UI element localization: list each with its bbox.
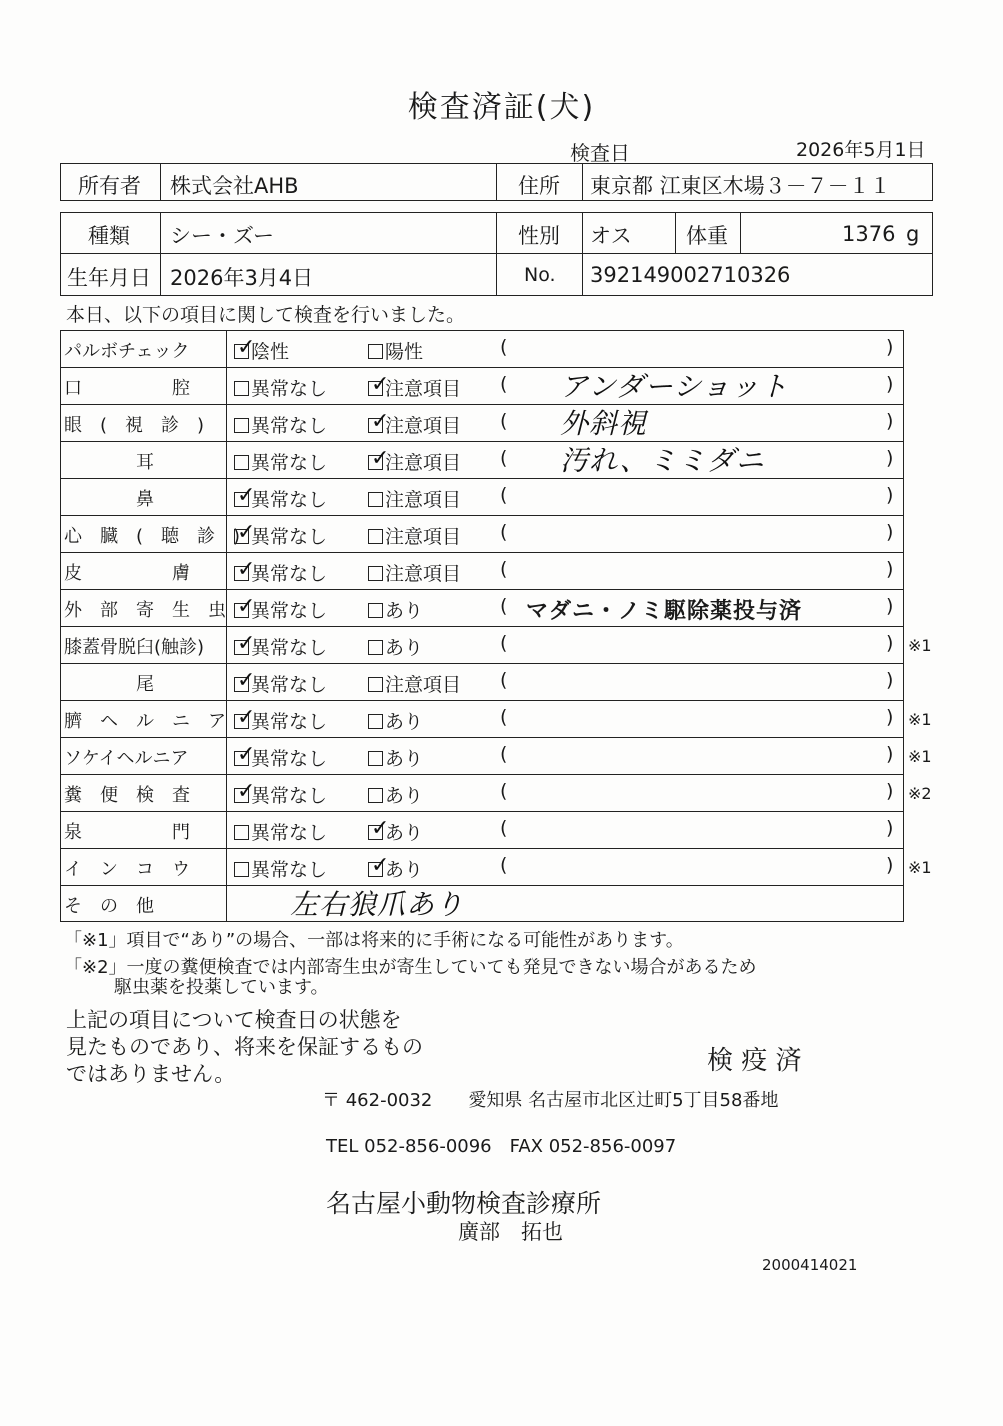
close-paren: ) (886, 336, 894, 358)
option-1[interactable] (234, 411, 327, 438)
option-1-label: 異常なし (251, 674, 328, 696)
option-1[interactable] (234, 633, 327, 660)
address-value: 東京都 江東区木場３－７－１１ (590, 174, 891, 198)
divider (582, 163, 583, 201)
divider (60, 774, 904, 775)
sex-value: オス (590, 224, 632, 248)
option-1[interactable] (234, 448, 327, 475)
checkbox[interactable] (368, 816, 390, 841)
option-2-label: 注意項目 (385, 452, 462, 474)
checkbox[interactable] (234, 668, 256, 693)
check-mark-icon: ✓ (371, 816, 390, 841)
inspection-date-label: 検査日 (570, 141, 630, 165)
divider (60, 700, 904, 701)
open-paren: ( (500, 817, 508, 839)
checkbox[interactable] (368, 677, 383, 692)
checkbox[interactable] (234, 483, 256, 508)
open-paren: ( (500, 484, 508, 506)
divider (60, 404, 904, 405)
other-note-handwritten: 左右狼爪あり (290, 888, 465, 921)
footnote-marker: ※1 (908, 710, 932, 729)
option-1[interactable] (234, 707, 327, 734)
birth-label: 生年月日 (67, 266, 151, 290)
checkbox[interactable] (234, 742, 256, 767)
footnote-2b: 駆虫薬を投薬しています。 (114, 977, 329, 998)
check-mark-icon: ✓ (371, 853, 390, 878)
option-2[interactable] (368, 559, 461, 586)
checkbox[interactable] (234, 455, 249, 470)
weight-value: 1376 (842, 222, 896, 246)
check-mark-icon: ✓ (237, 483, 256, 508)
open-paren: ( (500, 669, 508, 691)
postal-address: 〒 462-0032 愛知県 名古屋市北区辻町5丁目58番地 (322, 1090, 779, 1111)
option-2[interactable] (368, 411, 461, 438)
doctor-name: 廣部 拓也 (458, 1220, 563, 1244)
divider (60, 848, 904, 849)
option-1-label: 異常なし (251, 563, 328, 585)
owner-value: 株式会社AHB (170, 174, 299, 198)
footnote-marker: ※1 (908, 747, 932, 766)
close-paren: ) (886, 521, 894, 543)
divider (60, 811, 904, 812)
check-mark-icon: ✓ (237, 705, 256, 730)
tel-fax: TEL 052-856-0096 FAX 052-856-0097 (326, 1136, 677, 1157)
divider (60, 663, 904, 664)
divider (60, 441, 904, 442)
checkbox[interactable] (234, 381, 249, 396)
option-2-label: 注意項目 (385, 674, 462, 696)
intro-text: 本日、以下の項目に関して検査を行いました。 (66, 304, 466, 326)
close-paren: ) (886, 373, 894, 395)
option-1-label: 陰性 (251, 341, 290, 363)
divider (60, 552, 904, 553)
divider (60, 626, 904, 627)
checkbox[interactable] (234, 335, 256, 360)
close-paren: ) (886, 632, 894, 654)
checkbox[interactable] (368, 529, 383, 544)
option-2[interactable] (368, 670, 461, 697)
option-2-label: あり (385, 600, 424, 622)
option-2-label: あり (385, 748, 424, 770)
option-1[interactable] (234, 522, 327, 549)
option-2[interactable] (368, 374, 461, 401)
open-paren: ( (500, 706, 508, 728)
open-paren: ( (500, 336, 508, 358)
option-2-label: あり (385, 822, 424, 844)
exam-row-label: 皮 膚 (64, 563, 190, 584)
option-1-label: 異常なし (251, 822, 328, 844)
checkbox[interactable] (368, 603, 383, 618)
option-2[interactable] (368, 522, 461, 549)
divider (60, 478, 904, 479)
option-1[interactable] (234, 818, 327, 845)
option-2-label: あり (385, 637, 424, 659)
checkbox[interactable] (368, 344, 383, 359)
checkbox[interactable] (234, 557, 256, 582)
option-2-label: 注意項目 (385, 378, 462, 400)
check-mark-icon: ✓ (237, 557, 256, 582)
divider (496, 212, 497, 296)
checkbox[interactable] (368, 788, 383, 803)
option-1[interactable] (234, 670, 327, 697)
check-mark-icon: ✓ (237, 594, 256, 619)
exam-row-label: 膝蓋骨脱臼(触診) (64, 637, 205, 658)
open-paren: ( (500, 632, 508, 654)
exam-note-handwritten: 汚れ、ミミダニ (560, 444, 765, 477)
option-2[interactable] (368, 707, 423, 734)
option-2[interactable] (368, 855, 423, 882)
open-paren: ( (500, 743, 508, 765)
check-mark-icon: ✓ (237, 668, 256, 693)
option-1[interactable] (234, 855, 327, 882)
exam-row-label: 口 腔 (64, 378, 190, 399)
open-paren: ( (500, 595, 508, 617)
check-mark-icon: ✓ (371, 446, 390, 471)
exam-row-label: 鼻 (136, 489, 154, 510)
no-value: 392149002710326 (590, 263, 791, 287)
exam-row-label: パルボチェック (64, 341, 190, 362)
footnote-marker: ※1 (908, 636, 932, 655)
exam-row-label: 眼 ( 視 診 ) (64, 415, 205, 436)
option-1[interactable] (234, 337, 289, 364)
option-2-label: あり (385, 711, 424, 733)
check-mark-icon: ✓ (237, 631, 256, 656)
divider (60, 737, 904, 738)
option-1[interactable] (234, 596, 327, 623)
exam-note: マダニ・ノミ駆除薬投与済 (526, 599, 803, 624)
exam-row-label: 臍 ヘ ル ニ ア (64, 711, 226, 732)
divider (60, 885, 904, 886)
check-mark-icon: ✓ (371, 372, 390, 397)
check-mark-icon: ✓ (237, 520, 256, 545)
disclaimer-line-1: 上記の項目について検査日の状態を (66, 1008, 402, 1032)
open-paren: ( (500, 521, 508, 543)
divider (60, 515, 904, 516)
check-mark-icon: ✓ (237, 742, 256, 767)
check-mark-icon: ✓ (371, 409, 390, 434)
exam-note-handwritten: 外斜視 (560, 407, 648, 440)
other-label: そ の 他 (64, 896, 154, 917)
checkbox[interactable] (368, 492, 383, 507)
checkbox[interactable] (368, 372, 390, 397)
option-2[interactable] (368, 818, 423, 845)
option-1[interactable] (234, 374, 327, 401)
option-2-label: 陽性 (385, 341, 424, 363)
footnote-1: 「※1」項目で“あり”の場合、一部は将来的に手術になる可能性があります。 (64, 930, 684, 951)
open-paren: ( (500, 447, 508, 469)
close-paren: ) (886, 817, 894, 839)
checkbox[interactable] (234, 825, 249, 840)
clinic-name: 名古屋小動物検査診療所 (326, 1189, 602, 1218)
checkbox[interactable] (368, 566, 383, 581)
checkbox[interactable] (234, 779, 256, 804)
divider (60, 589, 904, 590)
checkbox[interactable] (234, 631, 256, 656)
exam-row-label: 外 部 寄 生 虫 (64, 600, 226, 621)
option-2-label: 注意項目 (385, 489, 462, 511)
inspection-date-value: 2026年5月1日 (796, 139, 926, 161)
option-1[interactable] (234, 559, 327, 586)
exam-row-label: 泉 門 (64, 822, 190, 843)
option-2-label: 注意項目 (385, 563, 462, 585)
disclaimer-line-3: ではありません。 (66, 1062, 236, 1086)
option-1-label: 異常なし (251, 748, 328, 770)
option-1-label: 異常なし (251, 600, 328, 622)
divider (496, 163, 497, 201)
option-1-label: 異常なし (251, 378, 328, 400)
option-1[interactable] (234, 781, 327, 808)
close-paren: ) (886, 447, 894, 469)
option-1[interactable] (234, 744, 327, 771)
checkbox[interactable] (368, 640, 383, 655)
birth-value: 2026年3月4日 (170, 266, 314, 290)
option-2[interactable] (368, 596, 423, 623)
breed-value: シー・ズー (170, 224, 274, 248)
checkbox[interactable] (234, 418, 249, 433)
footnote-2a: 「※2」一度の糞便検査では内部寄生虫が寄生していても発見できない場合があるため (64, 957, 757, 978)
close-paren: ) (886, 410, 894, 432)
option-2[interactable] (368, 485, 461, 512)
divider (160, 212, 161, 296)
option-2-label: 注意項目 (385, 415, 462, 437)
option-2[interactable] (368, 781, 423, 808)
option-2-label: あり (385, 785, 424, 807)
option-2[interactable] (368, 448, 461, 475)
option-1[interactable] (234, 485, 327, 512)
close-paren: ) (886, 854, 894, 876)
close-paren: ) (886, 669, 894, 691)
address-label: 住所 (518, 174, 560, 198)
checkbox[interactable] (368, 446, 390, 471)
option-1-label: 異常なし (251, 415, 328, 437)
close-paren: ) (886, 595, 894, 617)
checkbox[interactable] (368, 714, 383, 729)
option-2-label: あり (385, 859, 424, 881)
option-1-label: 異常なし (251, 637, 328, 659)
footnote-marker: ※1 (908, 858, 932, 877)
open-paren: ( (500, 780, 508, 802)
option-2[interactable] (368, 744, 423, 771)
open-paren: ( (500, 854, 508, 876)
divider (582, 212, 583, 296)
option-2[interactable] (368, 337, 423, 364)
checkbox[interactable] (368, 751, 383, 766)
owner-label: 所有者 (78, 174, 141, 198)
open-paren: ( (500, 410, 508, 432)
option-1-label: 異常なし (251, 785, 328, 807)
option-2[interactable] (368, 633, 423, 660)
quarantine-stamp: 検 疫 済 (707, 1046, 802, 1076)
open-paren: ( (500, 373, 508, 395)
option-2-label: 注意項目 (385, 526, 462, 548)
check-mark-icon: ✓ (237, 335, 256, 360)
checkbox[interactable] (368, 853, 390, 878)
close-paren: ) (886, 743, 894, 765)
disclaimer-line-2: 見たものであり、将来を保証するもの (66, 1035, 423, 1059)
check-mark-icon: ✓ (237, 779, 256, 804)
checkbox[interactable] (234, 705, 256, 730)
weight-unit: g (906, 222, 920, 246)
page-title: 検査済証(犬) (407, 90, 596, 125)
option-1-label: 異常なし (251, 859, 328, 881)
divider (675, 212, 676, 253)
option-1-label: 異常なし (251, 711, 328, 733)
no-label: No. (524, 264, 556, 286)
close-paren: ) (886, 780, 894, 802)
option-1-label: 異常なし (251, 489, 328, 511)
checkbox[interactable] (368, 409, 390, 434)
breed-label: 種類 (88, 224, 130, 248)
exam-row-label: 心 臓 ( 聴 診 ) (64, 526, 241, 547)
weight-label: 体重 (686, 224, 728, 248)
option-1-label: 異常なし (251, 526, 328, 548)
serial-number: 2000414021 (762, 1256, 858, 1274)
divider (740, 212, 741, 253)
checkbox[interactable] (234, 594, 256, 619)
footnote-marker: ※2 (908, 784, 932, 803)
open-paren: ( (500, 558, 508, 580)
exam-row-label: ソケイヘルニア (64, 748, 189, 769)
divider (160, 163, 161, 201)
exam-row-label: 尾 (136, 674, 154, 695)
close-paren: ) (886, 558, 894, 580)
sex-label: 性別 (518, 224, 560, 248)
exam-row-label: イ ン コ ウ (64, 859, 190, 880)
exam-row-label: 糞 便 検 査 (64, 785, 190, 806)
exam-row-label: 耳 (136, 452, 154, 473)
option-1-label: 異常なし (251, 452, 328, 474)
exam-note-handwritten: アンダーショット (560, 370, 789, 403)
checkbox[interactable] (234, 520, 256, 545)
checkbox[interactable] (234, 862, 249, 877)
close-paren: ) (886, 706, 894, 728)
close-paren: ) (886, 484, 894, 506)
